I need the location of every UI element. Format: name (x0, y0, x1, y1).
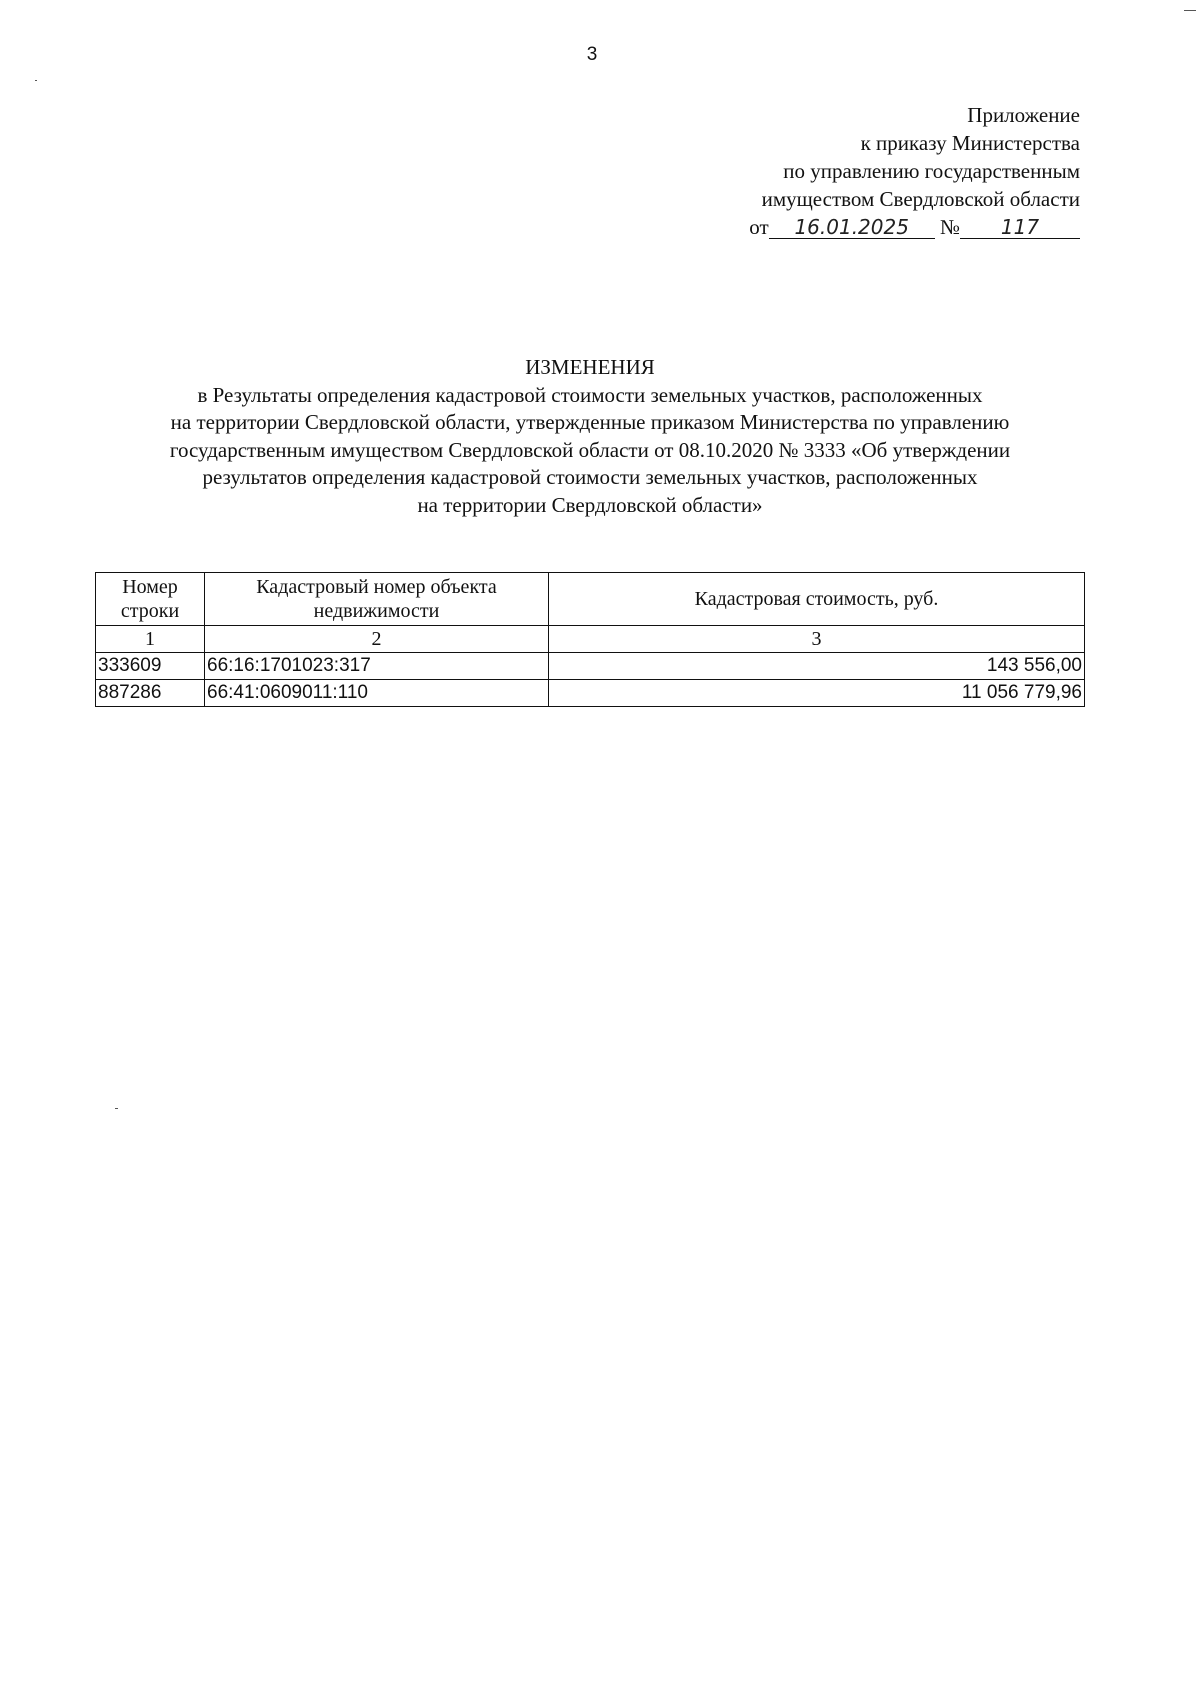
appendix-line: по управлению государственным (783, 159, 1080, 183)
scan-speck (115, 1108, 118, 1109)
title-line: государственным имуществом Свердловской области от 08.10.2020 № 3333 «Об утверждении (169, 437, 1011, 462)
page-number: 3 (586, 44, 598, 65)
cadastral-number-cell: 66:41:0609011:110 (205, 680, 549, 707)
title-line: в Результаты определения кадастровой стоимости земельных участков, расположенных (197, 382, 983, 407)
column-number: 3 (549, 626, 1085, 653)
cadastral-number-cell: 66:16:1701023:317 (205, 653, 549, 680)
header-cadastral-number: Кадастровый номер объекта недвижимости (205, 573, 549, 626)
title-line: результатов определения кадастровой стоимости земельных участков, расположенных (202, 465, 978, 489)
date-prefix: от (749, 215, 769, 239)
handwritten-order-number: 117 (960, 216, 1080, 239)
table-row (96, 653, 1085, 680)
title-line: на территории Свердловской области» (417, 492, 763, 517)
title-line: на территории Свердловской области, утвержденные приказом Министерства по управлению (170, 410, 1010, 434)
cadastral-value-cell: 143 556,00 (549, 653, 1085, 680)
row-number-cell: 333609 (96, 653, 205, 680)
table-header-row (96, 573, 1085, 626)
table-row (96, 680, 1085, 707)
number-prefix: № (939, 215, 960, 239)
scan-speck (35, 80, 37, 81)
cadastral-value-cell: 11 056 779,96 (549, 680, 1085, 707)
header-row-number: Номер строки (96, 573, 205, 626)
column-number: 2 (205, 626, 549, 653)
title-heading: ИЗМЕНЕНИЯ (525, 355, 655, 379)
column-number: 1 (96, 626, 205, 653)
appendix-line: имуществом Свердловской области (761, 187, 1080, 211)
order-date-number-line (749, 213, 1080, 241)
appendix-block (749, 101, 1080, 241)
appendix-line: Приложение (967, 103, 1080, 127)
document-title (120, 354, 1060, 519)
appendix-line: к приказу Министерства (860, 131, 1080, 155)
column-numbers-row (96, 626, 1085, 653)
scan-speck (1184, 10, 1196, 11)
row-number-cell: 887286 (96, 680, 205, 707)
cadastral-value-table (95, 572, 1085, 707)
handwritten-order-date: 16.01.2025 (769, 216, 935, 239)
header-cadastral-value: Кадастровая стоимость, руб. (549, 573, 1085, 626)
